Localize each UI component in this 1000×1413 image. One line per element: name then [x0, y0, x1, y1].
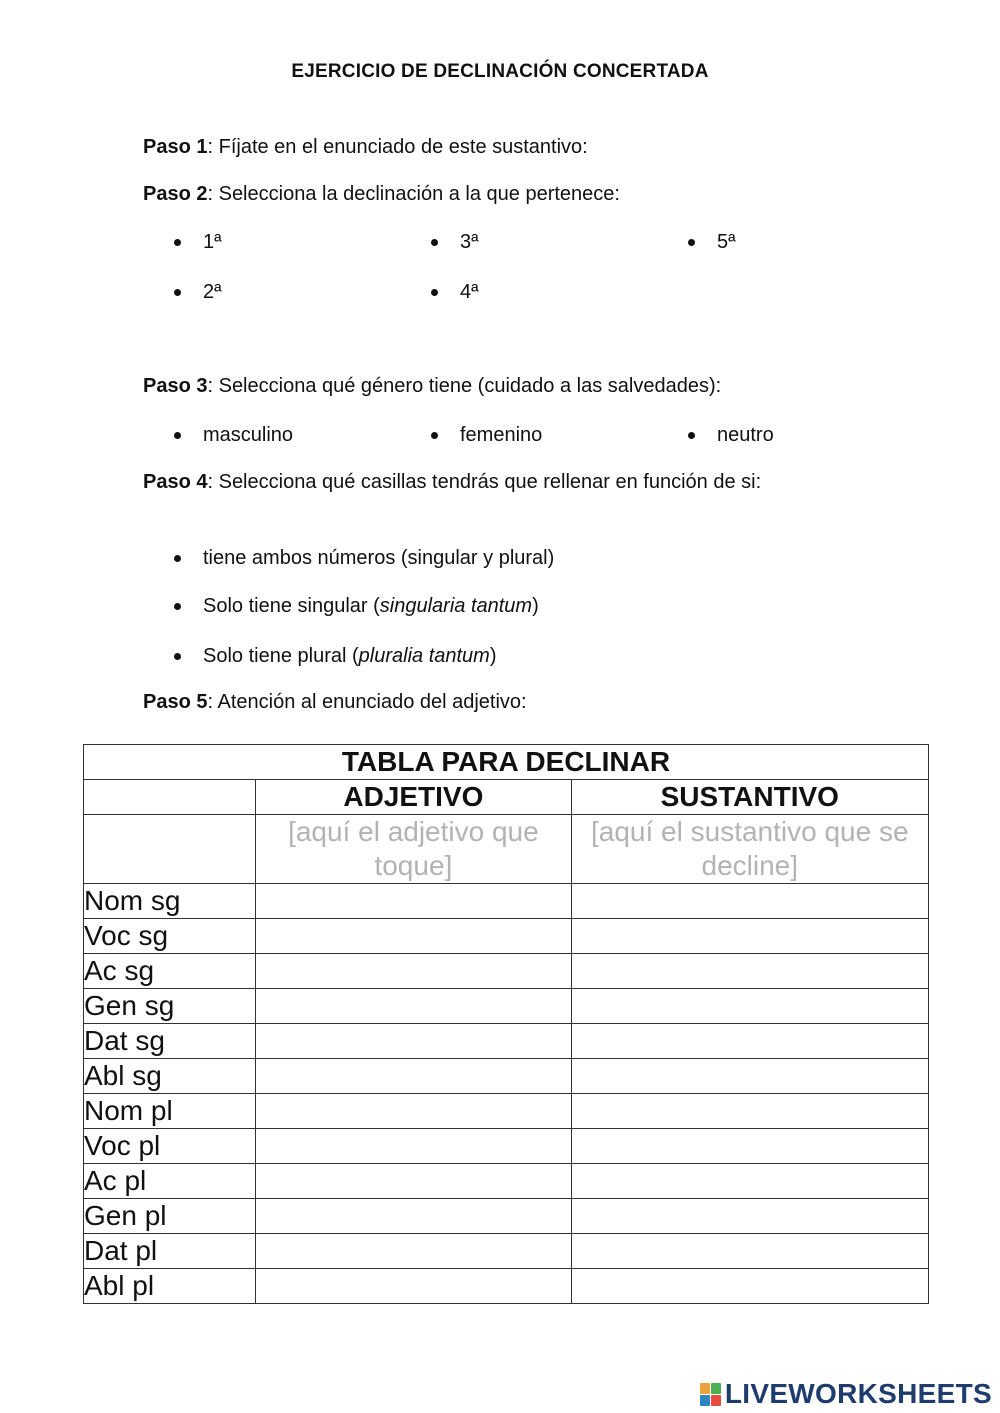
liveworksheets-logo [700, 1378, 992, 1410]
table-row [84, 884, 929, 919]
number-option-singular-latin: singularia tantum [379, 595, 533, 617]
liveworksheets-logo-text: LIVEWORKSHEETS [724, 1378, 992, 1409]
step-5 [143, 689, 855, 715]
noun-answer-cell[interactable] [571, 1234, 928, 1269]
table-header-empty [84, 780, 256, 815]
adjective-answer-cell[interactable] [256, 1164, 571, 1199]
column-header-sustantivo: SUSTANTIVO [571, 780, 928, 815]
column-header-adjetivo: ADJETIVO [256, 780, 571, 815]
number-option-singular-pre: Solo tiene singular ( [203, 595, 380, 617]
logo-square-3 [700, 1395, 710, 1406]
placeholder-row-label [84, 815, 256, 884]
step-3 [143, 373, 855, 399]
case-label: Nom pl [84, 1094, 256, 1129]
declension-option-3[interactable]: 3ª [460, 231, 479, 253]
case-label: Gen pl [84, 1199, 256, 1234]
declension-option-2[interactable]: 2ª [203, 281, 222, 303]
case-label: Gen sg [84, 989, 256, 1024]
gender-option-masculino[interactable]: masculino [203, 424, 294, 446]
adjective-answer-cell[interactable] [256, 1269, 571, 1304]
number-option-both-text: tiene ambos números (singular y plural) [203, 547, 555, 569]
step-2-text: : Selecciona la declinación a la que pertenece: [207, 183, 620, 205]
case-label: Voc sg [84, 919, 256, 954]
declension-option-4[interactable]: 4ª [460, 281, 479, 303]
noun-answer-cell[interactable] [571, 1199, 928, 1234]
case-label: Abl pl [84, 1269, 256, 1304]
number-option-plural[interactable] [203, 643, 497, 669]
step-1 [143, 134, 855, 160]
number-option-plural-latin: pluralia tantum [358, 645, 490, 667]
step-1-label: Paso 1 [143, 136, 208, 158]
step-4-label: Paso 4 [143, 471, 208, 493]
noun-answer-cell[interactable] [571, 1059, 928, 1094]
number-option-both[interactable] [203, 545, 554, 571]
table-row [84, 1059, 929, 1094]
noun-answer-cell[interactable] [571, 954, 928, 989]
step-5-label: Paso 5 [143, 691, 208, 713]
table-row [84, 1164, 929, 1199]
noun-answer-cell[interactable] [571, 1129, 928, 1164]
adjective-answer-cell[interactable] [256, 1024, 571, 1059]
case-label: Ac pl [84, 1164, 256, 1199]
number-option-singular[interactable] [203, 593, 539, 619]
table-row [84, 954, 929, 989]
adjective-answer-cell[interactable] [256, 884, 571, 919]
table-row [84, 1199, 929, 1234]
declension-option-5[interactable]: 5ª [717, 231, 736, 253]
adjective-answer-cell[interactable] [256, 919, 571, 954]
case-label: Voc pl [84, 1129, 256, 1164]
step-3-text: : Selecciona qué género tiene (cuidado a las salvedades): [207, 375, 722, 397]
table-row [84, 1129, 929, 1164]
step-5-text: : Atención al enunciado del adjetivo: [207, 691, 527, 713]
adjective-answer-cell[interactable] [256, 1234, 571, 1269]
case-label: Dat pl [84, 1234, 256, 1269]
step-2 [143, 181, 855, 207]
case-label: Dat sg [84, 1024, 256, 1059]
number-option-plural-pre: Solo tiene plural ( [203, 645, 359, 667]
adjective-answer-cell[interactable] [256, 989, 571, 1024]
adjective-answer-cell[interactable] [256, 1129, 571, 1164]
step-4-text: : Selecciona qué casillas tendrás que rellenar en función de si: [207, 471, 762, 493]
step-1-text: : Fíjate en el enunciado de este sustantivo: [207, 136, 588, 158]
adjective-answer-cell[interactable] [256, 1199, 571, 1234]
adjective-answer-cell[interactable] [256, 1059, 571, 1094]
page-title: EJERCICIO DE DECLINACIÓN CONCERTADA [291, 61, 709, 82]
step-3-label: Paso 3 [143, 375, 208, 397]
declension-option-1[interactable]: 1ª [203, 231, 222, 253]
case-label: Abl sg [84, 1059, 256, 1094]
step-2-label: Paso 2 [143, 183, 208, 205]
case-label: Ac sg [84, 954, 256, 989]
number-option-singular-post: ) [532, 595, 539, 617]
gender-option-neutro[interactable]: neutro [717, 424, 774, 446]
logo-square-2 [711, 1383, 721, 1394]
noun-answer-cell[interactable] [571, 1269, 928, 1304]
table-row [84, 919, 929, 954]
table-row [84, 1024, 929, 1059]
noun-answer-cell[interactable] [571, 1164, 928, 1199]
table-row [84, 1094, 929, 1129]
logo-square-4 [711, 1395, 721, 1406]
number-option-plural-post: ) [489, 645, 497, 667]
adjective-answer-cell[interactable] [256, 1094, 571, 1129]
liveworksheets-logo-icon [700, 1383, 721, 1406]
step-4 [143, 469, 855, 495]
noun-answer-cell[interactable] [571, 919, 928, 954]
table-title: TABLA PARA DECLINAR [84, 745, 929, 780]
declension-table [83, 744, 929, 1304]
table-row [84, 989, 929, 1024]
noun-answer-cell[interactable] [571, 884, 928, 919]
noun-answer-cell[interactable] [571, 1024, 928, 1059]
noun-input-cell[interactable]: [aquí el sustantivo que se decline] [571, 815, 928, 884]
table-row [84, 1269, 929, 1304]
noun-answer-cell[interactable] [571, 989, 928, 1024]
noun-answer-cell[interactable] [571, 1094, 928, 1129]
adjective-answer-cell[interactable] [256, 954, 571, 989]
adjective-input-cell[interactable]: [aquí el adjetivo que toque] [256, 815, 571, 884]
table-row [84, 1234, 929, 1269]
case-label: Nom sg [84, 884, 256, 919]
logo-square-1 [700, 1383, 710, 1394]
gender-option-femenino[interactable]: femenino [460, 424, 543, 446]
